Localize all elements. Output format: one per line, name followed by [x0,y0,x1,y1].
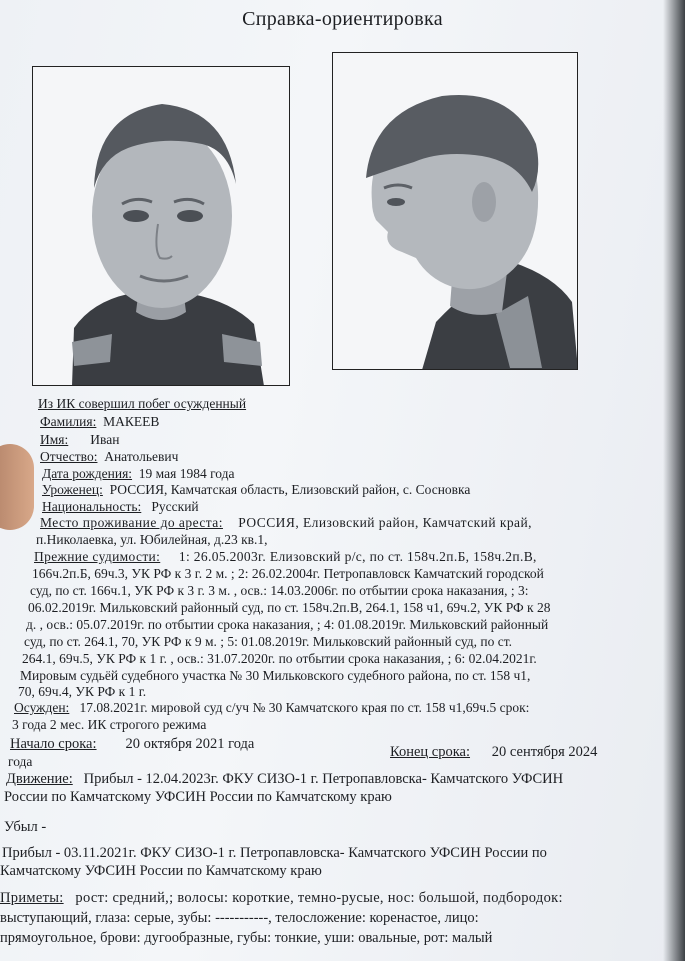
sentence-line-2: 3 года 2 мес. ИК строгого режима [12,717,207,732]
departed-row: Убыл - [4,819,47,835]
convictions-line: суд, по ст. 166ч.1, УК РФ к 3 г. 3 м. , осв.: 14.03.2006г. по отбытии срока наказания, ; 3: [30,583,529,598]
birthplace-row: Уроженец: РОССИЯ, Камчатская область, Елизовский район, с. Сосновка [42,482,471,497]
residence-row: Место проживание до ареста: РОССИЯ, Елизовский район, Камчатский край, [40,515,532,530]
convictions-row: Прежние судимости: 1: 26.05.2003г. Елизовский р/с, по ст. 158ч.2п.Б, 158ч.2п.В, [34,549,537,564]
features-line: выступающий, глаза: серые, зубы: -----------, телосложение: коренастое, лицо: [0,910,479,926]
front-photo [32,66,290,386]
sentence-row: Осужден: 17.08.2021г. мировой суд с/уч № 30 Камчатского края по ст. 158 ч1,69ч.5 срок: [14,700,530,715]
page-edge-shadow [663,0,685,961]
profile-photo [332,52,578,370]
term-start-tail: года [8,754,33,769]
patronymic-row: Отчество: Анатольевич [40,449,179,464]
features-line: прямоугольное, брови: дугообразные, губы: тонкие, уши: овальные, рот: малый [0,930,493,946]
birth-date-row: Дата рождения: 19 мая 1984 года [42,466,235,481]
thumb [0,444,34,530]
arrived-row: Прибыл - 03.11.2021г. ФКУ СИЗО-1 г. Петропавловска- Камчатского УФСИН России по [2,845,547,861]
residence-line-2: п.Николаевка, ул. Юбилейная, д.23 кв.1, [36,532,268,547]
escape-label: Из ИК совершил побег осужденный [38,396,247,411]
nationality-row: Национальность: Русский [42,499,199,514]
convictions-line: Мировым судьёй судебного участка № 30 Мильковского судебного района, по ст. 158 ч1, [20,668,531,683]
term-start-row: Начало срока: 20 октября 2021 года [10,736,255,752]
arrived-line-2: Камчатскому УФСИН России по Камчатскому краю [0,863,322,879]
convictions-line: суд, по ст. 264.1, 70, УК РФ к 9 м. ; 5: 01.08.2019г. Мильковский районный суд, по ст. [24,634,512,649]
document-title: Справка-ориентировка [242,8,443,30]
term-end-row: Конец срока: 20 сентября 2024 [390,744,598,760]
convictions-line: 06.02.2019г. Мильковский районный суд, по ст. 158ч.2п.В, 264.1, 158 ч1, 69ч.2, УК РФ к 28 [28,600,551,615]
movement-row: Движение: Прибыл - 12.04.2023г. ФКУ СИЗО-1 г. Петропавловска- Камчатского УФСИН [6,771,564,787]
convictions-line: 264.1, 69ч.5, УК РФ к 1 г. , осв.: 31.07.2020г. по отбытии срока наказания, ; 6: 02.04.2021г. [22,651,537,666]
movement-line-2: России по Камчатскому УФСИН России по Камчатскому краю [4,789,392,805]
convictions-line: 166ч.2п.Б, 69ч.3, УК РФ к 3 г. 2 м. ; 2: 26.02.2004г. Петропавловск Камчатский городской [32,566,544,581]
name-row: Имя: Иван [40,432,120,447]
surname-row: Фамилия: МАКЕЕВ [40,414,160,429]
convictions-line: 70, 69ч.4, УК РФ к 1 г. [18,684,147,699]
convictions-line: д. , осв.: 05.07.2019г. по отбытии срока наказания, ; 4: 01.08.2019г. Мильковский районный [26,617,549,632]
features-row: Приметы: рост: средний,; волосы: короткие, темно-русые, нос: большой, подбородок: [0,890,563,906]
